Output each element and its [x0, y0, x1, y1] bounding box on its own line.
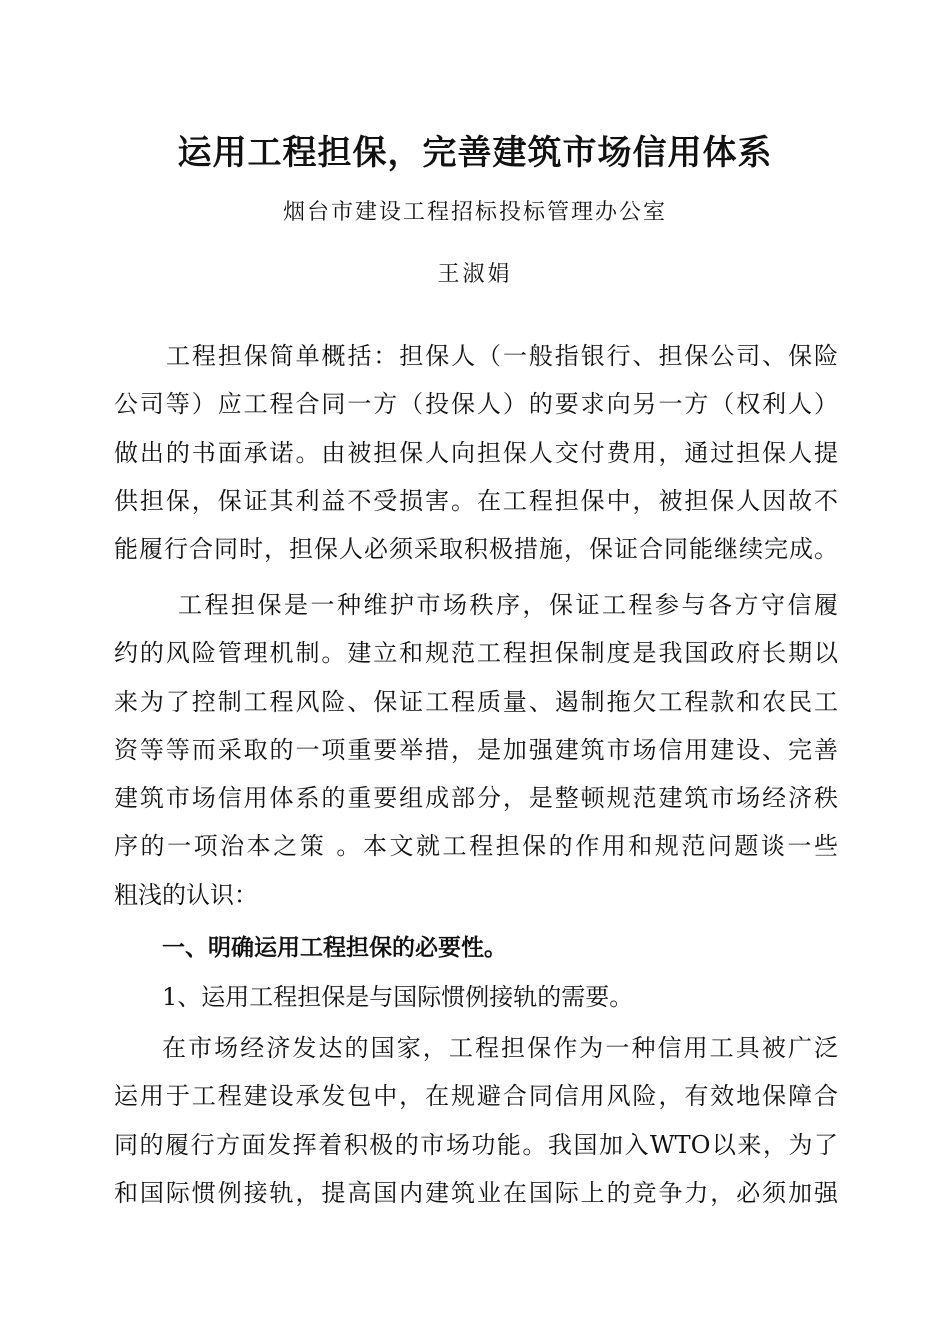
text-line: 做出的书面承诺。由被担保人向担保人交付费用，通过担保人提 — [114, 438, 838, 467]
text-line: 粗浅的认识： — [114, 880, 258, 909]
text-line: 和国际惯例接轨，提高国内建筑业在国际上的竞争力，必须加强 — [114, 1178, 838, 1207]
text-line: 同的履行方面发挥着积极的市场功能。我国加入WTO以来，为了 — [114, 1130, 838, 1159]
text-line: 建筑市场信用体系的重要组成部分，是整顿规范建筑市场经济秩 — [114, 784, 838, 813]
subsection-heading-text: 1、运用工程担保是与国际惯例接轨的需要。 — [162, 983, 634, 1011]
paragraph-international-practice — [114, 1024, 838, 1217]
text-line: 能履行合同时，担保人必须采取积极措施，保证合同能继续完成。 — [114, 535, 838, 564]
subsection-heading — [114, 973, 838, 1021]
text-line: 序的一项治本之策 。本文就工程担保的作用和规范问题谈一些 — [114, 832, 838, 861]
section-heading — [114, 924, 838, 972]
author-organization: 烟台市建设工程招标投标管理办公室 — [282, 200, 667, 225]
text-line: 资等等而采取的一项重要举措，是加强建筑市场信用建设、完善 — [114, 735, 838, 764]
author-name: 王淑娟 — [437, 262, 513, 287]
text-line: 在市场经济发达的国家，工程担保作为一种信用工具被广泛 — [162, 1034, 838, 1062]
document-title: 运用工程担保，完善建筑市场信用体系 — [177, 133, 773, 173]
text-line: 工程担保简单概括：担保人（一般指银行、担保公司、保险 — [166, 342, 838, 370]
text-line: 约的风险管理机制。建立和规范工程担保制度是我国政府长期以 — [114, 639, 838, 668]
text-line: 工程担保是一种维护市场秩序，保证工程参与各方守信履 — [178, 591, 838, 619]
text-line: 运用于工程建设承发包中，在规避合同信用风险，有效地保障合 — [114, 1082, 838, 1111]
paragraph-guarantee-definition — [114, 332, 838, 573]
text-line: 来为了控制工程风险、保证工程质量、遏制拖欠工程款和农民工 — [114, 687, 838, 716]
section-heading-text: 一、明确运用工程担保的必要性。 — [162, 935, 507, 961]
text-line: 公司等）应工程合同一方（投保人）的要求向另一方（权利人） — [114, 390, 838, 419]
text-line: 供担保，保证其利益不受损害。在工程担保中，被担保人因故不 — [114, 486, 838, 515]
paragraph-guarantee-mechanism — [114, 581, 838, 919]
